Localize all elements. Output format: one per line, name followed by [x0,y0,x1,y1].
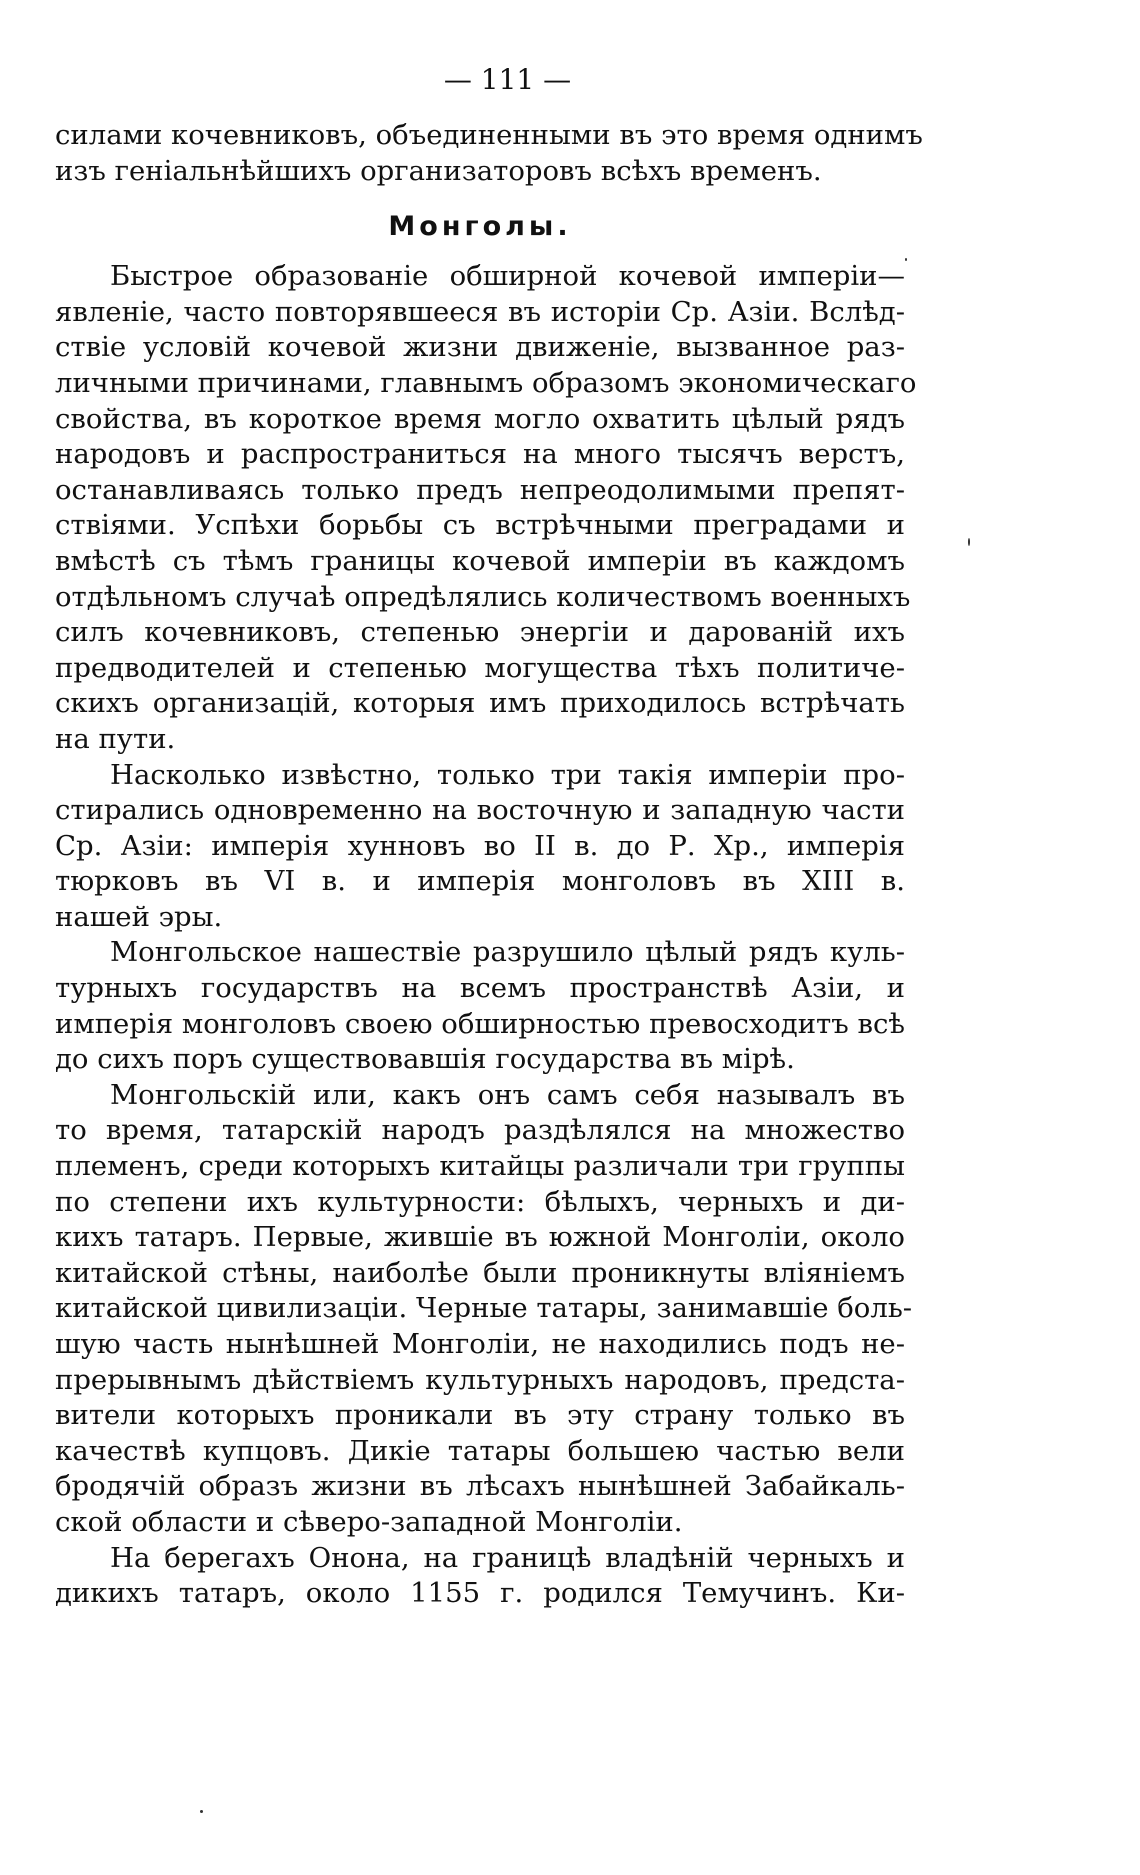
book-page [55,62,923,1612]
text-line: скихъ организацій, которыя имъ приходилось встрѣчать [55,687,905,720]
text-line: явленіе, часто повторявшееся въ исторіи Ср. Азіи. Вслѣд- [55,295,905,328]
text-line: вители которыхъ проникали въ эту страну только въ [55,1399,905,1432]
text-line: по степени ихъ культурности: бѣлыхъ, черныхъ и ди- [55,1185,905,1218]
text-line: силами кочевниковъ, объединенными въ это время однимъ [55,119,923,151]
text-line: народовъ и распространиться на много тысячъ верстъ, [55,438,905,471]
paragraph-5 [55,1541,905,1612]
text-line: Насколько извѣстно, только три такія имперіи про- [110,758,905,791]
text-line: Монгольское нашествіе разрушило цѣлый рядъ куль- [110,936,905,969]
text-line: шую часть нынѣшней Монголіи, не находились подъ не- [55,1328,905,1360]
text-line: племенъ, среди которыхъ китайцы различали три группы [55,1150,905,1183]
text-line: Ср. Азіи: имперія хунновъ во II в. до Р. Хр., имперія [55,829,905,862]
scan-speck [905,258,907,261]
text-line: кихъ татаръ. Первые, жившіе въ южной Монголіи, около [55,1221,905,1254]
text-line: китайской стѣны, наиболѣе были проникнуты вліяніемъ [55,1256,905,1289]
text-line: Быстрое образованіе обширной кочевой имперіи— [110,260,905,293]
page-body [55,118,923,1612]
text-line: отдѣльномъ случаѣ опредѣлялись количествомъ военныхъ [55,580,911,613]
text-line: стирались одновременно на восточную и западную части [55,794,905,827]
text-line: останавливаясь только предъ непреодолимыми препят- [55,473,905,506]
scan-speck [968,538,970,546]
text-line: турныхъ государствъ на всемъ пространствѣ Азіи, и [55,972,905,1005]
scan-speck [200,1810,203,1813]
text-line: нашей эры. [55,900,223,933]
text-line: тюрковъ въ VI в. и имперія монголовъ въ XIII в. [55,865,905,898]
text-line: ствіе условій кочевой жизни движеніе, вызванное раз- [55,331,905,364]
text-line: вмѣстѣ съ тѣмъ границы кочевой имперіи въ каждомъ [55,544,905,577]
section-heading: Монголы. [388,211,572,243]
text-line: предводителей и степенью могущества тѣхъ политиче- [55,651,905,684]
page-number: — 111 — [443,63,572,96]
paragraph-1 [55,259,917,757]
text-line: Монгольскій или, какъ онъ самъ себя называлъ въ [110,1078,905,1111]
paragraph-4 [55,1078,913,1541]
text-line: качествѣ купцовъ. Дикіе татары большею частью вели [55,1434,905,1467]
intro-paragraph [55,118,923,189]
text-line: дикихъ татаръ, около 1155 г. родился Темучинъ. Ки- [55,1577,905,1610]
text-line: на пути. [55,722,176,755]
text-line: китайской цивилизаціи. Черные татары, занимавшіе боль- [55,1292,913,1325]
text-line: прерывнымъ дѣйствіемъ культурныхъ народовъ, предста- [55,1363,905,1396]
text-line: то время, татарскій народъ раздѣлялся на множество [55,1114,905,1147]
text-line: На берегахъ Онона, на границѣ владѣній черныхъ и [110,1541,905,1574]
text-line: ствіями. Успѣхи борьбы съ встрѣчными преградами и [55,509,905,542]
text-line: имперія монголовъ своею обширностью превосходитъ всѣ [55,1007,905,1040]
text-line: силъ кочевниковъ, степенью энергіи и дарованій ихъ [55,616,905,649]
text-line: бродячій образъ жизни въ лѣсахъ нынѣшней Забайкаль- [55,1470,905,1503]
paragraph-3 [55,935,905,1077]
paragraph-2 [55,758,905,936]
text-line: свойства, въ короткое время могло охватить цѣлый рядъ [55,402,905,435]
text-line: личными причинами, главнымъ образомъ экономическаго [55,366,917,399]
text-line: изъ геніальнѣйшихъ организаторовъ всѣхъ временъ. [55,154,822,187]
text-line: ской области и сѣверо-западной Монголіи. [55,1505,683,1538]
text-line: до сихъ поръ существовавшія государства въ мірѣ. [55,1043,795,1076]
